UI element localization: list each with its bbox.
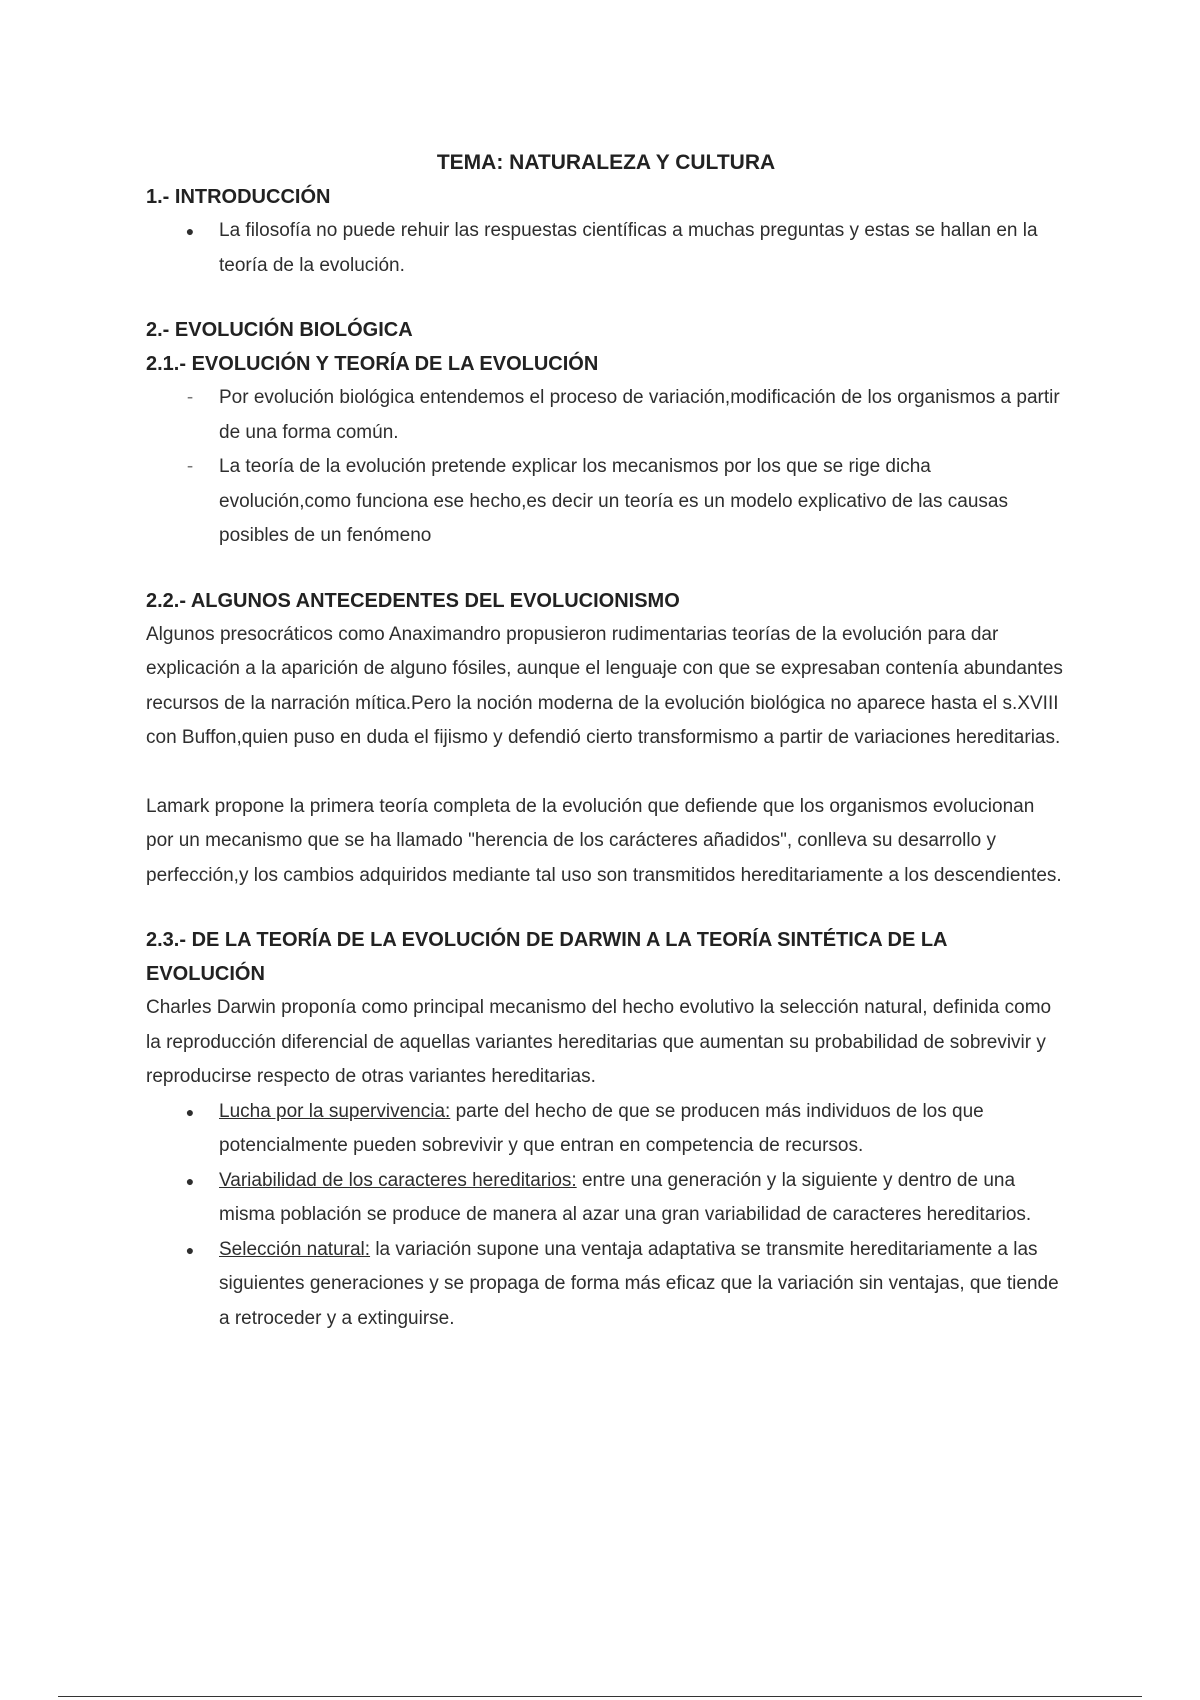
list-item-term: Variabilidad de los caracteres hereditarios: [219,1169,577,1191]
list-item-text: parte del hecho de que se producen más individuos de los que potencialmente pueden sobrevivir y que entran en competencia de recursos. [219,1100,984,1156]
evolucion-list [146,381,1066,554]
page-bottom-divider [58,1696,1142,1697]
spacer [146,756,1066,790]
document-page [146,146,1066,1336]
list-item-text: la variación supone una ventaja adaptativa se transmite hereditariamente a las siguientes generaciones y se propaga de forma más eficaz que la variación sin ventajas, que tiende a retroceder y a extinguirse. [219,1238,1059,1329]
list-item-term: Lucha por la supervivencia: [219,1100,451,1122]
list-item [146,450,1066,554]
list-item [146,214,1066,283]
list-item-text: La filosofía no puede rehuir las respuestas científicas a muchas preguntas y estas se hallan en la teoría de la evolución. [219,220,1038,276]
darwin-list [146,1095,1066,1337]
list-item-term: Selección natural: [219,1238,371,1260]
subsection-heading-2-1: 2.1.- EVOLUCIÓN Y TEORÍA DE LA EVOLUCIÓN [146,353,599,375]
list-item-text: entre una generación y la siguiente y dentro de una misma población se produce de manera al azar una gran variabilidad de caracteres hereditarios. [219,1169,1032,1225]
bullet-icon: ● [185,1172,195,1189]
list-item [146,381,1066,450]
bullet-icon: ● [185,223,195,239]
paragraph-antecedentes: Algunos presocráticos como Anaximandro propusieron rudimentarias teorías de la evolución para dar explicación a la aparición de alguno fósiles, aunque el lenguaje con que se expresaban contenía abundantes recursos de la narración mítica.Pero la noción moderna de la evolución biológica no aparece hasta el s.XVIII con Buffon,quien puso en duda el fijismo y defendió cierto transformismo a partir de variaciones hereditarias. [146,623,1063,748]
bullet-icon: ● [185,1241,195,1258]
spacer [146,893,1066,923]
dash-icon: - [186,387,194,408]
subsection-heading-2-2: 2.2.- ALGUNOS ANTECEDENTES DEL EVOLUCIONISMO [146,589,680,612]
spacer [146,554,1066,584]
dash-icon: - [186,456,194,477]
list-item [146,1164,1066,1233]
subsection-heading-2-3: 2.3.- DE LA TEORÍA DE LA EVOLUCIÓN DE DARWIN A LA TEORÍA SINTÉTICA DE LA EVOLUCIÓN [146,929,947,985]
list-item [146,1233,1066,1337]
paragraph-lamark: Lamark propone la primera teoría completa de la evolución que defiende que los organismos evolucionan por un mecanismo que se ha llamado "herencia de los carácteres añadidos", conlleva su desarrollo y perfección,y los cambios adquiridos mediante tal uso son transmitidos hereditariamente a los descendientes. [146,795,1062,886]
section-heading-introduccion: 1.- INTRODUCCIÓN [146,186,331,208]
spacer [146,283,1066,313]
list-item-text: La teoría de la evolución pretende explicar los mecanismos por los que se rige dicha evolución,como funciona ese hecho,es decir un teoría es un modelo explicativo de las causas posibles de un fenómeno [219,456,1008,546]
list-item [146,1095,1066,1164]
section-heading-evolucion-biologica: 2.- EVOLUCIÓN BIOLÓGICA [146,319,413,341]
paragraph-darwin: Charles Darwin proponía como principal mecanismo del hecho evolutivo la selección natural, definida como la reproducción diferencial de aquellas variantes hereditarias que aumentan su probabilidad de sobrevivir y reproducirse respecto de otras variantes hereditarias. [146,997,1052,1087]
bullet-icon: ● [185,1103,195,1120]
introduccion-list [146,214,1066,283]
document-title: TEMA: NATURALEZA Y CULTURA [436,151,776,174]
list-item-text: Por evolución biológica entendemos el proceso de variación,modificación de los organismos a partir de una forma común. [219,387,1060,443]
